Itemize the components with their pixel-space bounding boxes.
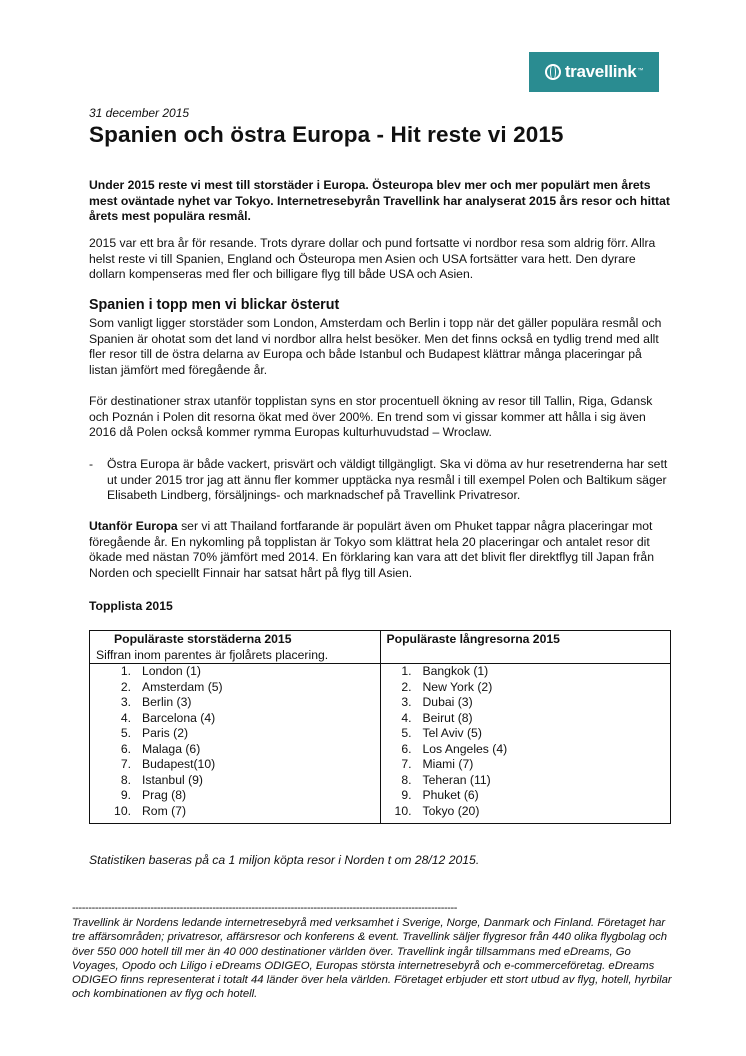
cities-list-cell — [90, 664, 381, 824]
list-item: 5. Tel Aviv (5) — [401, 726, 482, 740]
cities-list — [90, 664, 380, 823]
outside-europe-text: ser vi att Thailand fortfarande är populärt även om Phuket tappar några placeringar mot föregående år. En nykomling på topplistan är Tokyo som klättrat hela 20 placeringar och antalet resor dit ökade med nästan 70% jämfört med 2014. En förklaring kan vara att det blivit fler direktflyg till Japan från Norden och speciellt Finnair har satsat hårt på flyg till Asien. — [89, 519, 654, 580]
list-item: 9. Prag (8) — [120, 788, 187, 802]
body-paragraph-destinations: För destinationer strax utanför topplistan syns en stor procentuell ökning av resor till Tallin, Riga, Gdansk och Poznán i Polen dit resorna ökat med över 200%. En trend som vi gissar kommer att hålla i sig även 2016 då Polen också kommer rymma Europas kulturhuvudstad – Wroclaw. — [89, 394, 653, 439]
list-item: 9. Phuket (6) — [401, 788, 479, 802]
list-item: 6. Los Angeles (4) — [401, 741, 508, 756]
list-item: 5. Paris (2) — [120, 726, 189, 740]
outside-europe-bold: Utanför Europa — [89, 519, 178, 533]
section-heading: Spanien i topp men vi blickar österut — [89, 297, 340, 313]
list-item: 6. Malaga (6) — [120, 741, 201, 756]
list-item: 8. Istanbul (9) — [120, 772, 203, 787]
list-item: 1. London (1) — [120, 664, 201, 678]
list-item: 2. New York (2) — [401, 679, 493, 694]
statistics-note: Statistiken baseras på ca 1 miljon köpta resor i Norden t om 28/12 2015. — [89, 853, 480, 867]
lead-paragraph: Under 2015 reste vi mest till storstäder i Europa. Östeuropa blev mer och mer populärt men årets mest oväntade nyhet var Tokyo. Internetresebyrån Travellink har analyserat 2015 års resor och hittat årets mest populära resmål. — [89, 178, 670, 223]
page-title: Spanien och östra Europa - Hit reste vi 2015 — [89, 122, 564, 147]
longhaul-header-cell — [380, 631, 671, 664]
list-item: 4. Beirut (8) — [401, 710, 473, 725]
bullet-dash: - — [89, 457, 94, 471]
list-item: 7. Miami (7) — [401, 757, 474, 771]
toplist-table — [89, 630, 671, 824]
longhaul-list-cell — [380, 664, 671, 824]
body-paragraph-cities: Som vanligt ligger storstäder som London, Amsterdam och Berlin i topp när det gäller populära resmål och Spanien är ohotat som det land vi nordbor allra helst besöker. Men det finns också en tydlig trend med allt fler resor till de östra delarna av Europa och både Istanbul och Budapest klättrar många placeringar på listan jämfört med föregående år. — [89, 316, 662, 377]
separator-rule: ---------------------------------------------------------------------------------------------------------------------- — [72, 902, 458, 914]
list-item: 10. Rom (7) — [114, 803, 187, 818]
list-item: 10. Tokyo (20) — [394, 803, 480, 818]
list-item: 1. Bangkok (1) — [401, 664, 489, 678]
company-boilerplate: Travellink är Nordens ledande internetresebyrå med verksamhet i Sverige, Norge, Danmark och Finland. Företaget har tre affärsområden; privatresor, affärsresor och konferens & event. Travellink säljer flygresor från 440 olika flygbolag och över 550 000 hotell till mer än 40 000 destinationer världen över. Travellink ingår tillsammans med eDreams, Go Voyages, Opodo och Liligo i eDreams ODIGEO, Europas största internetresebyrå och e-commerceföretag. eDreams ODIGEO finns representerat i totalt 44 länder över hela världen. Företaget erbjuder ett stort utbud av flyg, hotell, hyrbilar och kombinationen av flyg och hotell. — [72, 917, 672, 1001]
cities-subheader: Siffran inom parentes är fjolårets placering. — [96, 647, 329, 662]
cities-header: Populäraste storstäderna 2015 — [114, 632, 292, 646]
list-item: 3. Berlin (3) — [120, 695, 192, 709]
intro-paragraph: 2015 var ett bra år för resande. Trots dyrare dollar och pund fortsatte vi nordbor resa som aldrig förr. Allra helst reste vi till Spanien, England och Östeuropa men Asien och USA fortsätter vara hett. Den dyrare dollarn kompenseras med fler och billigare flyg till både USA och Asien. — [89, 236, 656, 281]
list-item: 8. Teheran (11) — [401, 772, 491, 787]
longhaul-list — [381, 664, 671, 823]
logo-text: travellink — [564, 62, 637, 82]
cities-header-cell — [90, 631, 381, 664]
list-item: 2. Amsterdam (5) — [120, 679, 223, 694]
trademark-mark: ™ — [637, 68, 644, 75]
globe-icon — [545, 64, 561, 80]
body-paragraph-outside-europe — [89, 519, 673, 581]
publish-date: 31 december 2015 — [89, 106, 190, 120]
quote-bullet: Östra Europa är både vackert, prisvärt och väldigt tillgängligt. Ska vi döma av hur resetrenderna har sett ut under 2015 tror jag att ännu fler kommer upptäcka nya resmål i till exempel Polen och Baltikum säger Elisabeth Lindberg, försäljnings- och marknadschef på Travellink Privatresor. — [107, 457, 668, 502]
list-item: 4. Barcelona (4) — [120, 710, 216, 725]
travellink-logo — [529, 52, 659, 92]
toplist-title: Topplista 2015 — [89, 599, 173, 613]
list-item: 3. Dubai (3) — [401, 695, 473, 709]
list-item: 7. Budapest(10) — [120, 757, 216, 771]
longhaul-header: Populäraste långresorna 2015 — [386, 632, 560, 646]
